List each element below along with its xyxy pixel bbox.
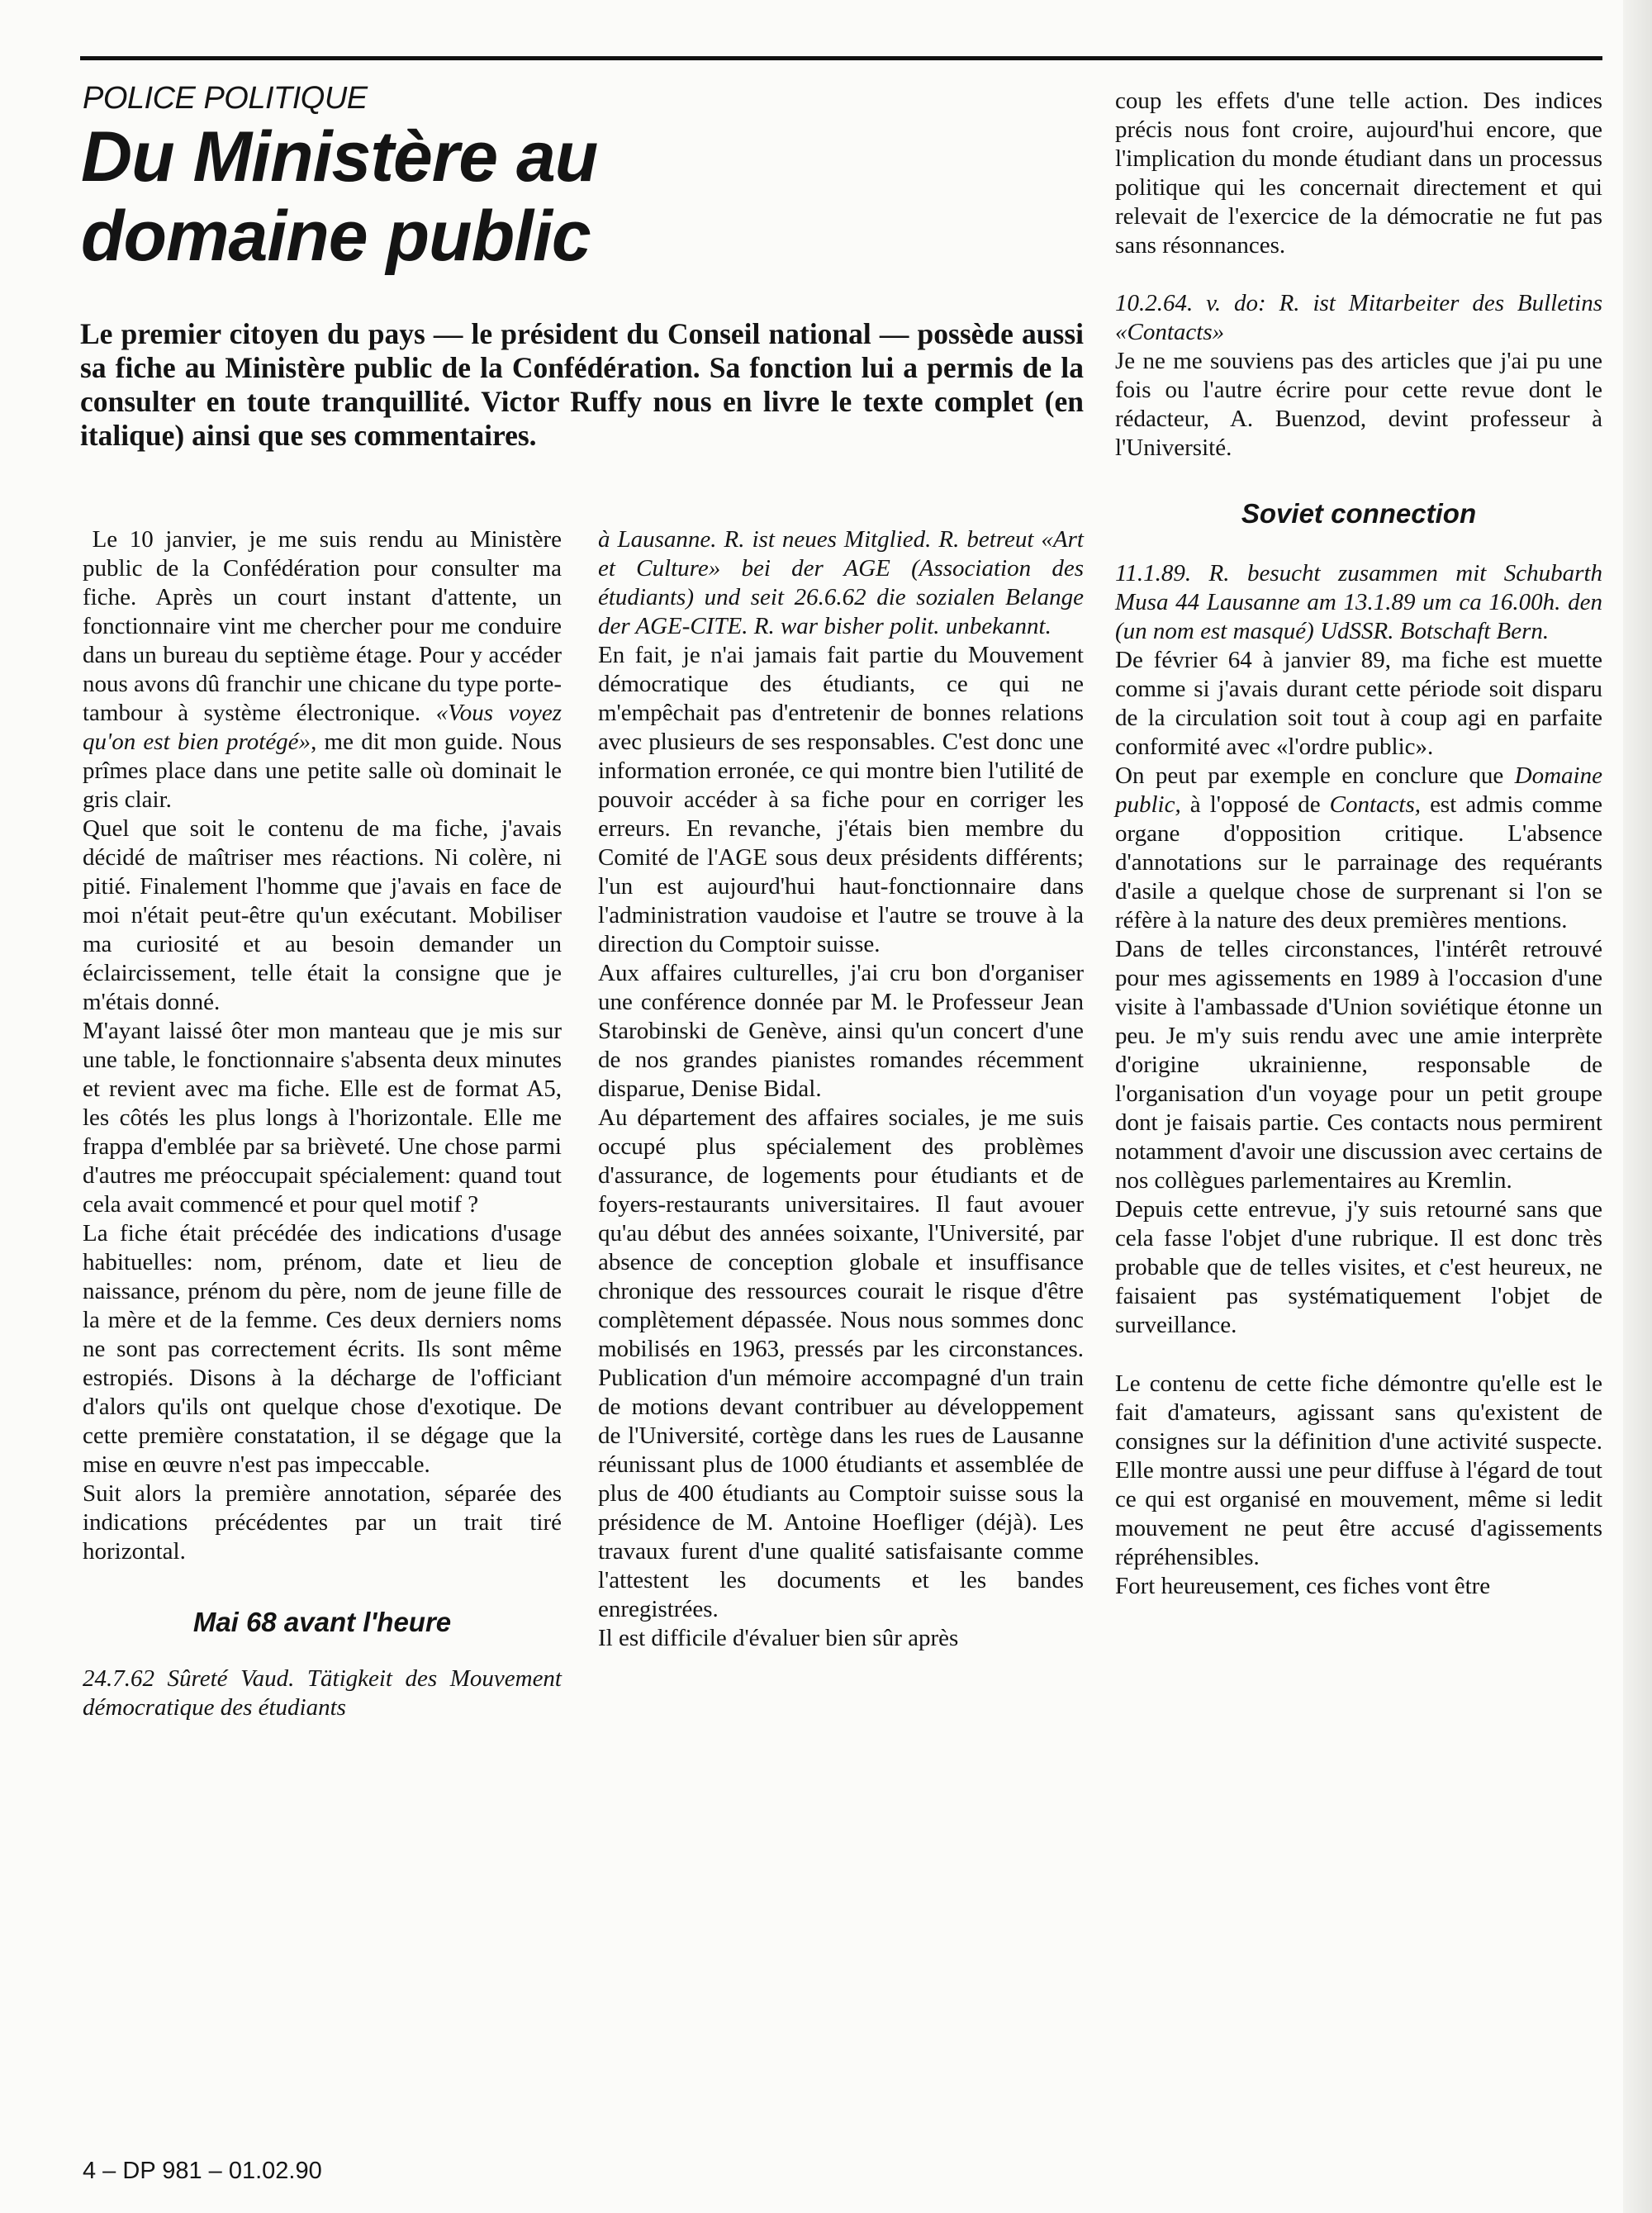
column-3 bbox=[1115, 87, 1602, 1601]
paragraph: Il est difficile d'évaluer bien sûr après bbox=[598, 1625, 959, 1651]
lead-paragraph: Le premier citoyen du pays — le président du Conseil national — possède aussi sa fiche au Ministère public de la Confédération. Sa fonction lui a permis de la consulter en toute tranquillité. Victor Ruffy nous en livre le texte complet (en italique) ainsi que ses commentaires. bbox=[80, 317, 1084, 452]
article-title bbox=[81, 117, 1031, 276]
paragraph: Fort heureusement, ces fiches vont être bbox=[1115, 1573, 1491, 1599]
page-folio: 4 – DP 981 – 01.02.90 bbox=[83, 2158, 322, 2184]
column-1 bbox=[83, 525, 562, 1722]
fiche-entry-1989: 11.1.89. R. besucht zusammen mit Schubarth Musa 44 Lausanne am 13.1.89 um ca 16.00h. den (un nom est masqué) UdSSR. Botschaft Bern. bbox=[1115, 560, 1602, 644]
paragraph: Quel que soit le contenu de ma fiche, j'avais décidé de maîtriser mes réactions. Ni colère, ni pitié. Finalement l'homme que j'avais en face de moi n'était peut-être qu'un exécutant. Mobiliser ma curiosité et au besoin demander un éclaircissement, telle était la consigne que je m'étais donné. bbox=[83, 815, 562, 1015]
title-line-1: Du Ministère au bbox=[81, 117, 598, 197]
fiche-entry-1964: 10.2.64. v. do: R. ist Mitarbeiter des Bulletins «Contacts» bbox=[1115, 290, 1602, 345]
title-line-2: domaine public bbox=[81, 197, 591, 276]
top-rule bbox=[80, 56, 1602, 60]
paragraph: Au département des affaires sociales, je me suis occupé plus spécialement des problèmes d'assurance, de logements pour étudiants et de foyers-restaurants universitaires. Il faut avouer qu'au début des années soixante, l'Université, par absence de conception globale et insuffisance chronique des ressources courait le risque d'être complètement dépassée. Nous nous sommes donc mobilisés en 1963, pressés par les circonstances. Publication d'un mémoire accompagné d'un train de motions devant contribuer au développement de l'Université, cortège dans les rues de Lausanne réunissant plus de 1000 étudiants et assemblée de plus de 400 étudiants au Comptoir suisse sous la présidence de M. Antoine Hoefliger (déjà). Les travaux furent d'une qualité satisfaisante comme l'attestent les documents et les bandes enregistrées. bbox=[598, 1104, 1084, 1622]
paragraph-text: Le 10 janvier, je me suis rendu au Ministère public de la Confédération pour consulter ma fiche. Après un court instant d'attente, un fonctionnaire vint me chercher pour me conduire dans un bureau du septième étage. Pour y accéder nous avons dû franchir une chicane du type porte-tambour à système électronique. bbox=[83, 526, 562, 726]
paragraph-text: , me dit mon guide. Nous prîmes place dans une petite salle où dominait le gris clair. bbox=[83, 729, 562, 813]
publication-name: Domaine public, bbox=[1115, 762, 1602, 818]
paragraph: coup les effets d'une telle action. Des indices précis nous font croire, aujourd'hui encore, que l'implication du monde étudiant dans un processus politique qui les concernait directement et qui relevait de l'exercice de la démocratie ne fut pas sans résonnances. bbox=[1115, 88, 1602, 259]
paragraph: En fait, je n'ai jamais fait partie du Mouvement démocratique des étudiants, ce qui ne m'empêchait pas d'entretenir de bonnes relations avec plusieurs de ses responsables. C'est donc une information erronée, ce qui montre bien l'utilité de pouvoir accéder à sa fiche pour en corriger les erreurs. En revanche, j'étais bien membre du Comité de l'AGE sous deux présidents différents; l'un est aujourd'hui haut-fonctionnaire dans l'administration vaudoise et l'autre se trouve à la direction du Comptoir suisse. bbox=[598, 642, 1084, 957]
paragraph: Suit alors la première annotation, séparée des indications précédentes par un trait tiré horizontal. bbox=[83, 1480, 562, 1565]
paragraph: M'ayant laissé ôter mon manteau que je mis sur une table, le fonctionnaire s'absenta deux minutes et revient avec ma fiche. Elle est de format A5, les côtés les plus longs à l'horizontale. Elle me frappa d'emblée par sa brièveté. Une chose parmi d'autres me préoccupait spécialement: quand tout cela avait commencé et pour quel motif ? bbox=[83, 1018, 562, 1218]
paragraph: Le contenu de cette fiche démontre qu'elle est le fait d'amateurs, agissant sans qu'existent de consignes sur la définition d'une activité suspecte. Elle montre aussi une peur diffuse à l'égard de tout ce qui est organisé en mouvement, même si ledit mouvement ne peut être accusé d'agissements répréhensibles. bbox=[1115, 1370, 1602, 1570]
paragraph: De février 64 à janvier 89, ma fiche est muette comme si j'avais durant cette période soit disparu de la circulation soit tout à coup agi en parfaite conformité avec «l'ordre public». bbox=[1115, 647, 1602, 760]
paragraph-text: à l'opposé de bbox=[1180, 791, 1330, 818]
fiche-entry-1962-continued: à Lausanne. R. ist neues Mitglied. R. betreut «Art et Culture» bei der AGE (Association des étudiants) und seit 26.6.62 die sozialen Belange der AGE-CITE. R. war bisher polit. unbekannt. bbox=[598, 526, 1084, 639]
page-edge-shadow bbox=[1623, 0, 1652, 2213]
subheading-mai-68: Mai 68 avant l'heure bbox=[192, 1607, 452, 1637]
publication-name: Contacts, bbox=[1329, 791, 1422, 818]
paragraph: Dans de telles circonstances, l'intérêt retrouvé pour mes agissements en 1989 à l'occasion d'une visite à l'ambassade d'Union soviétique étonne un peu. Je m'y suis rendu avec une amie interprète d'origine ukrainienne, responsable de l'organisation d'un voyage pour un petit groupe dont je faisais partie. Ces contacts nous permirent notamment d'avoir une discussion avec certains de nos collègues parlementaires au Kremlin. bbox=[1115, 936, 1602, 1194]
paragraph: Aux affaires culturelles, j'ai cru bon d'organiser une conférence donnée par M. le Professeur Jean Starobinski de Genève, ainsi qu'un concert d'une de nos grandes pianistes romandes récemment disparue, Denise Bidal. bbox=[598, 960, 1084, 1102]
paragraph-text: On peut par exemple en conclure que bbox=[1115, 762, 1515, 789]
guide-quote: «Vous voyez qu'on est bien protégé» bbox=[83, 700, 562, 755]
paragraph-text: est admis comme organe d'opposition critique. L'absence d'annotations sur le parrainage des requérants d'asile a quelque chose de surprenant si l'on se réfère à la nature des deux premières mentions. bbox=[1115, 791, 1603, 933]
section-kicker: POLICE POLITIQUE bbox=[83, 81, 368, 116]
fiche-entry-1962: 24.7.62 Sûreté Vaud. Tätigkeit des Mouvement démocratique des étudiants bbox=[83, 1665, 562, 1721]
column-2 bbox=[598, 525, 1084, 1653]
paragraph bbox=[1115, 762, 1602, 935]
paragraph: La fiche était précédée des indications d'usage habituelles: nom, prénom, date et lieu de naissance, prénom du père, nom de jeune fille de la mère et de la femme. Ces deux derniers noms ne sont pas correctement écrits. Ils sont même estropiés. Disons à la décharge de l'officiant d'alors qu'ils ont quelque chose d'exotique. De cette première constatation, il se dégage que la mise en œuvre n'est pas impeccable. bbox=[83, 1220, 562, 1478]
paragraph bbox=[83, 525, 562, 814]
paragraph: Depuis cette entrevue, j'y suis retourné sans que cela fasse l'objet d'une rubrique. Il est donc très probable que de telles visites, et c'est heureux, ne faisaient pas systématiquement l'objet de surveillance. bbox=[1115, 1196, 1602, 1338]
paragraph: Je ne me souviens pas des articles que j'ai pu une fois ou l'autre écrire pour cette revue dont le rédacteur, A. Buenzod, devint professeur à l'Université. bbox=[1115, 348, 1602, 461]
subheading-soviet-connection: Soviet connection bbox=[1241, 498, 1477, 529]
